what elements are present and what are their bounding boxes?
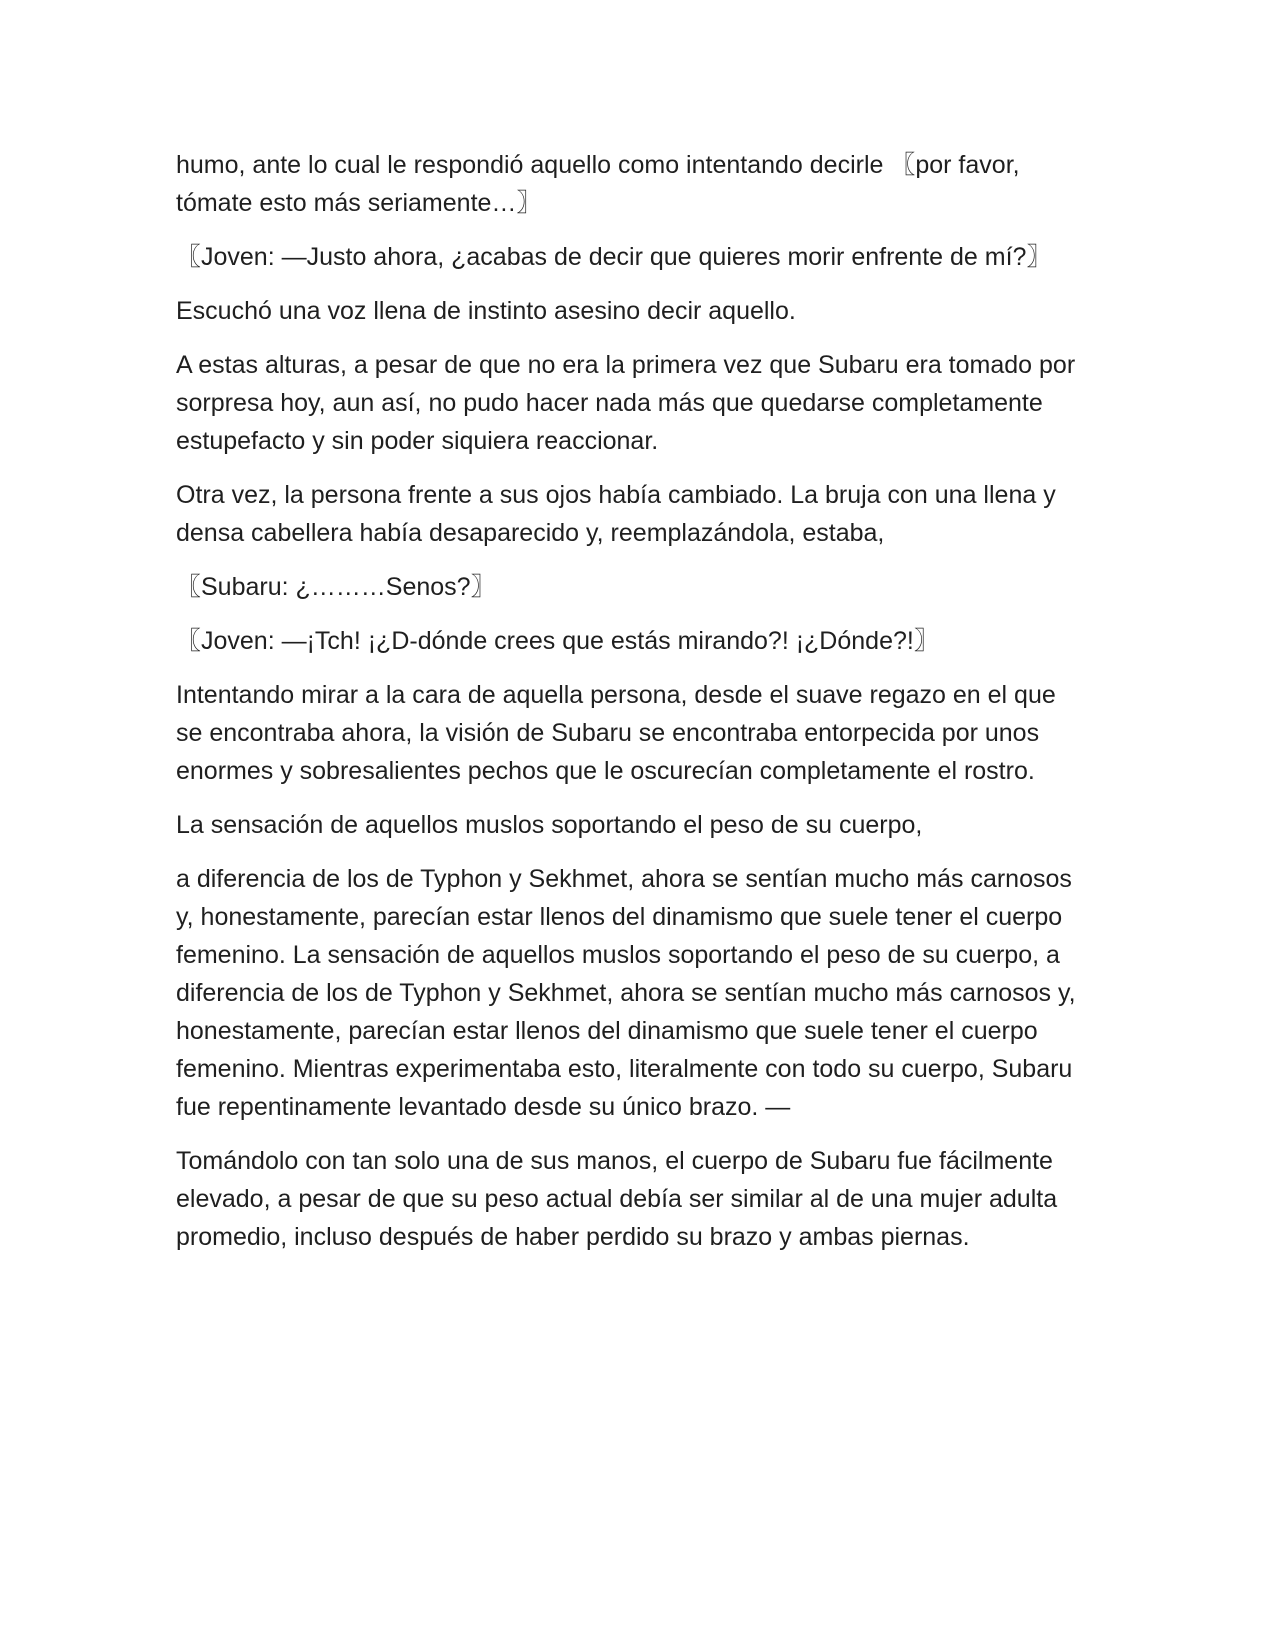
paragraph-9: La sensación de aquellos muslos soportando el peso de su cuerpo, xyxy=(176,811,923,839)
paragraph-11: Tomándolo con tan solo una de sus manos, el cuerpo de Subaru fue fácilmente elevado, a pesar de que su peso actual debía ser similar al de una mujer adulta promedio, incluso después de haber perdido su brazo y ambas piernas. xyxy=(176,1147,1065,1251)
paragraph-7: 〖Joven: —¡Tch! ¡¿D-dónde crees que estás mirando?! ¡¿Dónde?!〗 xyxy=(176,627,939,655)
paragraph-4: A estas alturas, a pesar de que no era la primera vez que Subaru era tomado por sorpresa hoy, aun así, no pudo hacer nada más que quedarse completamente estupefacto y sin poder siquiera reaccionar. xyxy=(176,351,1083,455)
paragraph-8: Intentando mirar a la cara de aquella persona, desde el suave regazo en el que se encontraba ahora, la visión de Subaru se encontraba entorpecida por unos enormes y sobresalientes pechos que le oscurecían completamente el rostro. xyxy=(176,681,1063,785)
paragraph-5: Otra vez, la persona frente a sus ojos había cambiado. La bruja con una llena y densa cabellera había desaparecido y, reemplazándola, estaba, xyxy=(176,481,1063,547)
paragraph-10: a diferencia de los de Typhon y Sekhmet, ahora se sentían mucho más carnosos y, honestamente, parecían estar llenos del dinamismo que suele tener el cuerpo femenino. La sensación de aquellos muslos soportando el peso de su cuerpo, a diferencia de los de Typhon y Sekhmet, ahora se sentían mucho más carnosos y, honestamente, parecían estar llenos del dinamismo que suele tener el cuerpo femenino. Mientras experimentaba esto, literalmente con todo su cuerpo, Subaru fue repentinamente levantado desde su único brazo. — xyxy=(176,865,1083,1121)
paragraph-2: 〖Joven: —Justo ahora, ¿acabas de decir que quieres morir enfrente de mí?〗 xyxy=(176,243,1052,271)
paragraph-1: humo, ante lo cual le respondió aquello como intentando decirle 〖por favor, tómate esto más seriamente…〗 xyxy=(176,151,1027,217)
paragraph-3: Escuchó una voz llena de instinto asesino decir aquello. xyxy=(176,297,796,325)
paragraph-6: 〖Subaru: ¿………Senos?〗 xyxy=(176,573,496,601)
